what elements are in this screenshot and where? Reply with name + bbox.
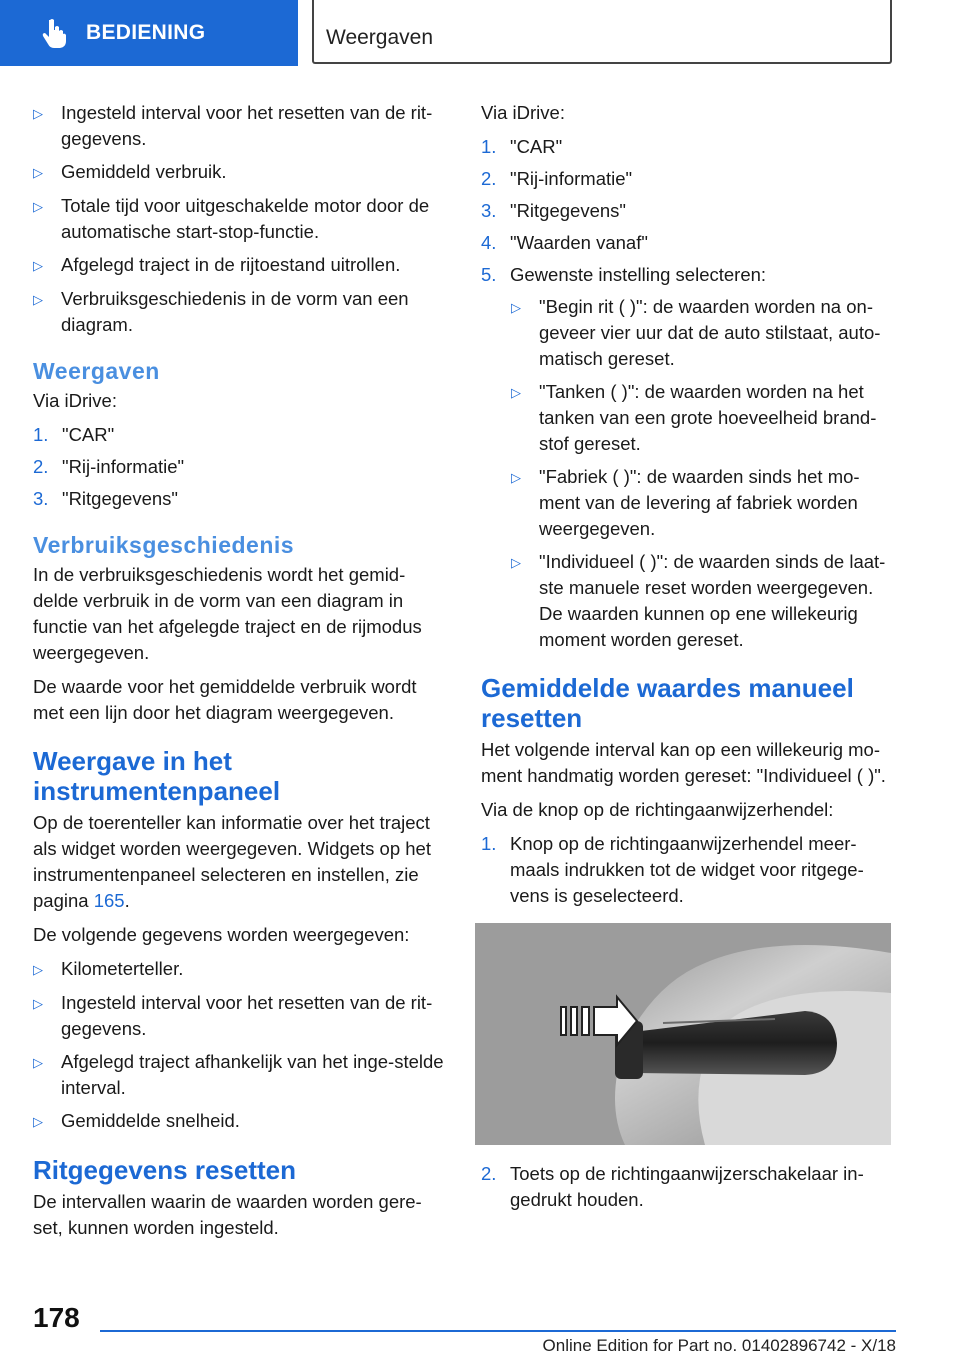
triangle-bullet-icon: ▷ [33,258,43,273]
triangle-bullet-icon: ▷ [33,292,43,307]
page-header [0,0,960,66]
list-item: ▷ Afgelegd traject afhankelijk van het inge-stelde interval. [33,1049,449,1101]
list-item: ▷ Ingesteld interval voor het resetten van de rit-gegevens. [33,990,449,1042]
left-column [33,100,449,1249]
right-column [481,100,897,1219]
triangle-bullet-icon: ▷ [33,165,43,180]
heading-verbruiksgeschiedenis: Verbruiksgeschiedenis [33,532,295,558]
triangle-bullet-icon: ▷ [511,385,521,400]
edition-text: Online Edition for Part no. 01402896742 - X/18 [542,1336,896,1355]
list-item: ▷ Gemiddelde snelheid. [33,1108,449,1135]
heading-weergaven: Weergaven [33,358,160,384]
manual-paragraph-1: Het volgende interval kan op een willekeurig mo-ment handmatig worden gereset: "Individueel ( )". [481,739,886,786]
triangle-bullet-icon: ▷ [33,1114,43,1129]
chapter-box [312,0,892,64]
list-item: ▷ Totale tijd voor uitgeschakelde motor door de automatische start-stop-functie. [33,193,449,245]
step-item: 3. "Ritgegevens" [33,488,178,509]
instrument-paragraph-1: Op de toerenteller kan informatie over het traject als widget worden weergegeven. Widgets op het instrumentenpaneel selecteren en instellen, zie pagina 165. [33,812,431,911]
page-number: 178 [33,1302,80,1333]
heading-ritgegevens-resetten: Ritgegevens resetten [33,1155,296,1185]
triangle-bullet-icon: ▷ [33,962,43,977]
step-item: 1. "CAR" [33,424,115,445]
section-tab [0,0,298,66]
sub-bullet-list [511,294,897,653]
instrument-paragraph-2: De volgende gegevens worden weergegeven: [33,924,410,945]
verbruik-paragraph-1: In de verbruiksgeschiedenis wordt het gemid-delde verbruik in de vorm van een diagram in functie van het afgelegde traject en de rijmodus weergegeven. [33,564,422,663]
hand-pointer-icon [40,18,68,48]
triangle-bullet-icon: ▷ [33,996,43,1011]
list-item: ▷ "Individueel ( )": de waarden sinds de laat-ste manuele reset worden weergegeven. De waarden kunnen op ene willekeurig moment worden gereset. [511,549,897,653]
list-item: ▷ "Tanken ( )": de waarden worden na het tanken van een grote hoeveelheid brand-stof gereset. [511,379,897,457]
triangle-bullet-icon: ▷ [33,199,43,214]
step-item: 5. Gewenste instelling selecteren: [481,264,767,285]
list-item: ▷ Ingesteld interval voor het resetten van de rit-gegevens. [33,100,449,152]
weergaven-intro: Via iDrive: [33,390,117,411]
step-item: 1. Knop op de richtingaanwijzerhendel meer-maals indrukken tot de widget voor ritgege-vens is geselecteerd. [481,833,864,906]
step-item: 3. "Ritgegevens" [481,200,626,221]
triangle-bullet-icon: ▷ [33,106,43,121]
footer-divider [100,1330,896,1332]
step-item: 2. "Rij-informatie" [481,168,633,189]
triangle-bullet-icon: ▷ [511,470,521,485]
triangle-bullet-icon: ▷ [511,300,521,315]
heading-manueel-resetten: Gemiddelde waardes manueel resetten [481,673,854,733]
triangle-bullet-icon: ▷ [33,1055,43,1070]
manual-paragraph-2: Via de knop op de richtingaanwijzerhendel: [481,799,834,820]
list-item: ▷ "Begin rit ( )": de waarden worden na on-geveer vier uur dat de auto stilstaat, auto-matisch gereset. [511,294,897,372]
reset-paragraph: De intervallen waarin de waarden worden gere-set, kunnen worden ingesteld. [33,1191,422,1238]
list-item: ▷ "Fabriek ( )": de waarden sinds het mo-ment van de levering af fabriek worden weergegeven. [511,464,897,542]
list-item: ▷ Afgelegd traject in de rijtoestand uitrollen. [33,252,449,279]
list-item: ▷ Verbruiksgeschiedenis in de vorm van een diagram. [33,286,449,338]
heading-instrumentenpaneel: Weergave in het instrumentenpaneel [33,746,281,806]
right-intro: Via iDrive: [481,102,565,123]
step-item: 1. "CAR" [481,136,563,157]
page-link[interactable]: 165 [93,890,125,911]
step-item: 2. Toets op de richtingaanwijzerschakelaar in-gedrukt houden. [481,1163,864,1210]
step-item: 2. "Rij-informatie" [33,456,185,477]
step-item: 4. "Waarden vanaf" [481,232,648,253]
list-item: ▷ Kilometerteller. [33,956,449,983]
chapter-label: Weergaven [326,26,434,49]
verbruik-paragraph-2: De waarde voor het gemiddelde verbruik wordt met een lijn door het diagram weergegeven. [33,676,417,723]
triangle-bullet-icon: ▷ [511,555,521,570]
list-item: ▷ Gemiddeld verbruik. [33,159,449,186]
turn-signal-lever-photo [475,923,891,1145]
section-label: BEDIENING [86,21,206,44]
